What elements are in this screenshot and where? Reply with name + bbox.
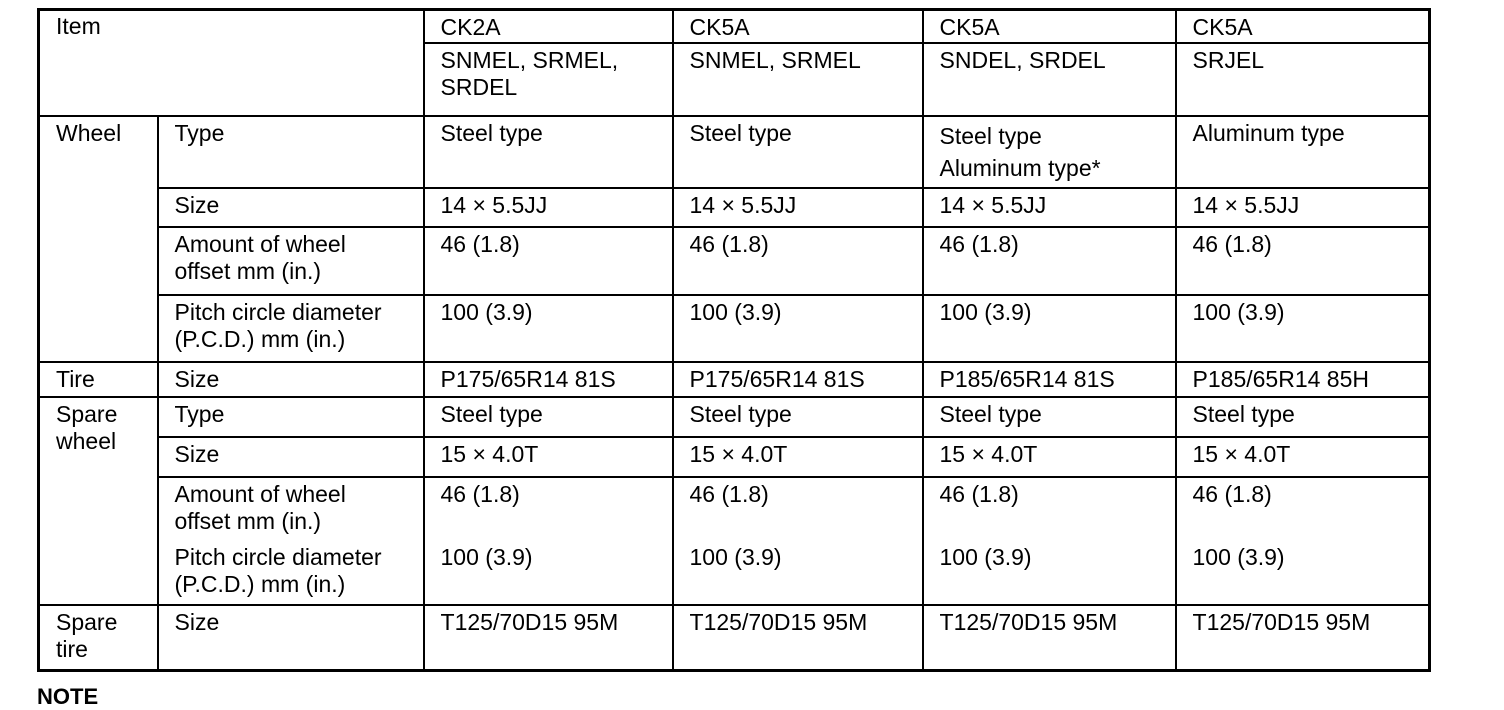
spare-wheel-type-row (39, 397, 1430, 437)
header-model-row (39, 10, 1430, 43)
row-label: Pitch circle diameter (P.C.D.) mm (in.) (158, 295, 424, 362)
table-cell: 46 (1.8) (1176, 227, 1430, 295)
spare-tire-size-row (39, 605, 1430, 671)
table-cell: 15 × 4.0T (1176, 437, 1430, 477)
grade-header: SRJEL (1176, 43, 1430, 116)
table-cell: P175/65R14 81S (424, 362, 673, 397)
wheel-offset-row (39, 227, 1430, 295)
table-cell: Steel type (673, 397, 923, 437)
table-cell: Steel type (673, 116, 923, 188)
table-cell: 14 × 5.5JJ (923, 188, 1176, 227)
table-cell: P175/65R14 81S (673, 362, 923, 397)
item-header: Item (39, 10, 424, 116)
table-cell: Steel type (1176, 397, 1430, 437)
row-label: Type (158, 397, 424, 437)
spare-wheel-pcd-row (39, 541, 1430, 605)
model-header: CK5A (923, 10, 1176, 43)
row-label: Size (158, 188, 424, 227)
wheel-size-row (39, 188, 1430, 227)
table-cell: T125/70D15 95M (923, 605, 1176, 671)
model-header: CK2A (424, 10, 673, 43)
table-cell: T125/70D15 95M (424, 605, 673, 671)
table-cell: Steel type (424, 397, 673, 437)
model-header: CK5A (673, 10, 923, 43)
table-cell: 15 × 4.0T (673, 437, 923, 477)
note-heading: NOTE (37, 684, 99, 709)
wheel-type-row (39, 116, 1430, 188)
table-cell: Steel type (923, 397, 1176, 437)
table-cell: P185/65R14 85H (1176, 362, 1430, 397)
table-cell: 100 (3.9) (424, 541, 673, 605)
table-cell: 46 (1.8) (673, 477, 923, 541)
table-cell: 100 (3.9) (1176, 295, 1430, 362)
table-cell: 46 (1.8) (424, 477, 673, 541)
spare-tire-group-label: Spare tire (39, 605, 158, 671)
table-cell: Steel type (424, 116, 673, 188)
model-header: CK5A (1176, 10, 1430, 43)
table-cell: 14 × 5.5JJ (673, 188, 923, 227)
table-cell: Aluminum type (1176, 116, 1430, 188)
table-cell: 14 × 5.5JJ (424, 188, 673, 227)
table-cell: P185/65R14 81S (923, 362, 1176, 397)
row-label: Size (158, 362, 424, 397)
table-cell: Steel type Aluminum type* (923, 116, 1176, 188)
wheel-group-label: Wheel (39, 116, 158, 362)
table-cell: 100 (3.9) (1176, 541, 1430, 605)
table-cell: 14 × 5.5JJ (1176, 188, 1430, 227)
wheel-pcd-row (39, 295, 1430, 362)
table-cell: 46 (1.8) (1176, 477, 1430, 541)
table-cell: 100 (3.9) (673, 541, 923, 605)
grade-header: SNMEL, SRMEL, SRDEL (424, 43, 673, 116)
row-label: Size (158, 437, 424, 477)
spare-wheel-size-row (39, 437, 1430, 477)
tire-size-row (39, 362, 1430, 397)
table-cell: 46 (1.8) (923, 477, 1176, 541)
table-cell: 15 × 4.0T (923, 437, 1176, 477)
table-cell: 46 (1.8) (673, 227, 923, 295)
table-cell: 15 × 4.0T (424, 437, 673, 477)
row-label: Size (158, 605, 424, 671)
grade-header: SNDEL, SRDEL (923, 43, 1176, 116)
table-cell: 46 (1.8) (923, 227, 1176, 295)
table-cell: 100 (3.9) (923, 541, 1176, 605)
table-cell: T125/70D15 95M (673, 605, 923, 671)
table-cell: 46 (1.8) (424, 227, 673, 295)
row-label: Pitch circle diameter (P.C.D.) mm (in.) (158, 541, 424, 605)
row-label: Type (158, 116, 424, 188)
table-cell: 100 (3.9) (673, 295, 923, 362)
spare-wheel-group-label: Spare wheel (39, 397, 158, 605)
table-cell: T125/70D15 95M (1176, 605, 1430, 671)
grade-header: SNMEL, SRMEL (673, 43, 923, 116)
row-label: Amount of wheel offset mm (in.) (158, 227, 424, 295)
spare-wheel-offset-row (39, 477, 1430, 541)
specifications-table (37, 8, 1431, 672)
row-label: Amount of wheel offset mm (in.) (158, 477, 424, 541)
table-cell: 100 (3.9) (424, 295, 673, 362)
tire-group-label: Tire (39, 362, 158, 397)
table-cell: 100 (3.9) (923, 295, 1176, 362)
